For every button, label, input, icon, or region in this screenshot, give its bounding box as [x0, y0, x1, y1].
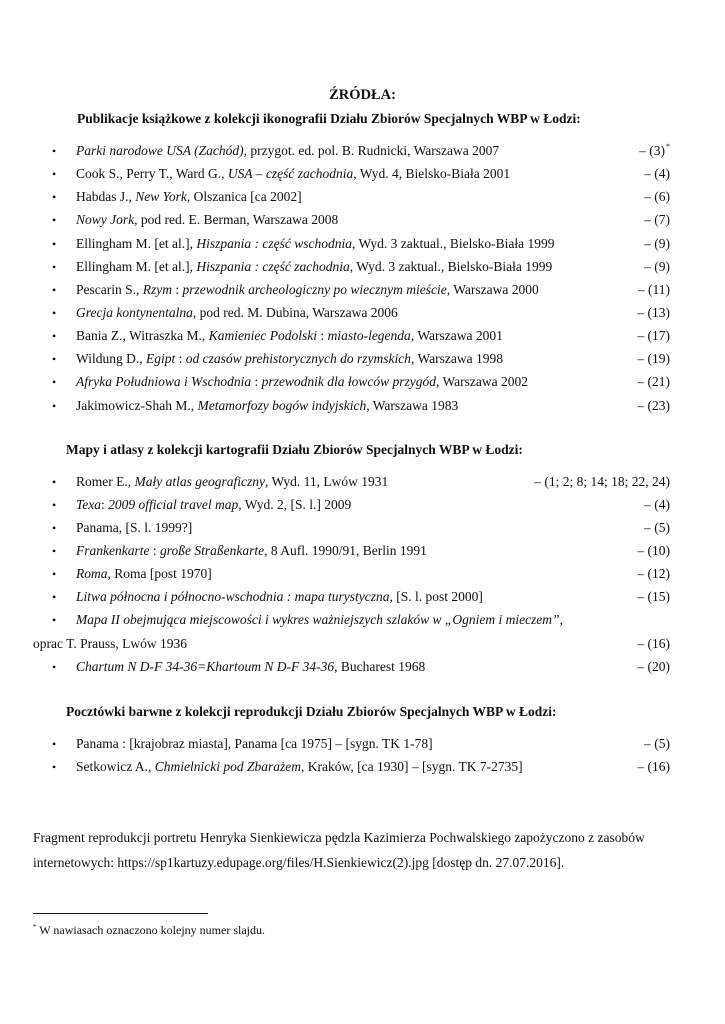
list-item — [52, 757, 670, 777]
slide-ref: – (21) — [637, 374, 670, 389]
slide-ref: – (16) — [637, 759, 670, 774]
list-item — [52, 303, 670, 323]
item-text: Setkowicz A., Chmielnicki pod Zbarażem, Kraków, [ca 1930] – [sygn. TK 7-2735] — [76, 759, 523, 774]
bullet-icon: • — [52, 144, 57, 158]
slide-ref: – (17) — [637, 328, 670, 343]
list-item — [52, 734, 670, 754]
list-item — [52, 610, 670, 630]
bullet-icon: • — [52, 167, 57, 181]
item-text: Frankenkarte : große Straßenkarte, 8 Aufl. 1990/91, Berlin 1991 — [76, 543, 427, 558]
bullet-icon: • — [52, 306, 57, 320]
item-text: Parki narodowe USA (Zachód), przygot. ed. pol. B. Rudnicki, Warszawa 2007 — [76, 143, 500, 158]
section-heading-maps: Mapy i atlasy z kolekcji kartografii Działu Zbiorów Specjalnych WBP w Łodzi: — [66, 442, 523, 457]
slide-ref: – (23) — [637, 398, 670, 413]
list-item — [52, 164, 670, 184]
item-text: Afryka Południowa i Wschodnia : przewodnik dla łowców przygód, Warszawa 2002 — [76, 374, 529, 389]
bullet-icon: • — [52, 567, 57, 581]
list-item — [52, 372, 670, 392]
item-text: Roma, Roma [post 1970] — [76, 566, 212, 581]
item-text: Panama, [S. l. 1999?] — [76, 520, 193, 535]
bullet-icon: • — [52, 375, 57, 389]
slide-ref: – (9) — [644, 259, 670, 274]
list-item — [52, 141, 670, 161]
bullet-icon: • — [52, 590, 57, 604]
item-text: Romer E., Mały atlas geograficzny, Wyd. 11, Lwów 1931 — [76, 474, 389, 489]
slide-ref: – (10) — [637, 543, 670, 558]
bullet-icon: • — [52, 760, 57, 774]
list-item — [52, 187, 670, 207]
bullet-icon: • — [52, 660, 57, 674]
footnote-divider — [33, 913, 208, 914]
slide-ref: – (9) — [644, 236, 670, 251]
bullet-icon: • — [52, 283, 57, 297]
slide-ref: – (12) — [637, 566, 670, 581]
slide-ref: – (6) — [644, 189, 670, 204]
slide-ref: – (5) — [644, 736, 670, 751]
slide-ref: – (4) — [644, 166, 670, 181]
item-text: oprac T. Prauss, Lwów 1936 — [33, 636, 187, 651]
list-item — [52, 349, 670, 369]
list-item — [52, 472, 670, 492]
slide-ref: – (15) — [637, 589, 670, 604]
bullet-icon: • — [52, 329, 57, 343]
list-item — [52, 396, 670, 416]
item-text: Pescarin S., Rzym : przewodnik archeologiczny po wiecznym mieście, Warszawa 2000 — [76, 282, 539, 297]
bullet-icon: • — [52, 544, 57, 558]
footnote-mark: * — [33, 923, 37, 931]
list-item — [52, 657, 670, 677]
item-text: Texa: 2009 official travel map, Wyd. 2, [S. l.] 2009 — [76, 497, 352, 512]
page-title: ŹRÓDŁA: — [329, 87, 396, 103]
slide-ref: – (5) — [644, 520, 670, 535]
item-text: Panama : [krajobraz miasta], Panama [ca 1975] – [sygn. TK 1-78] — [76, 736, 433, 751]
list-item-continuation — [33, 634, 670, 654]
list-item — [52, 280, 670, 300]
item-text: Habdas J., New York, Olszanica [ca 2002] — [76, 189, 302, 204]
list-item — [52, 234, 670, 254]
bullet-icon: • — [52, 352, 57, 366]
slide-ref: – (16) — [637, 636, 670, 651]
slide-ref: – (4) — [644, 497, 670, 512]
list-item — [52, 587, 670, 607]
list-item — [52, 564, 670, 584]
item-text: Jakimowicz-Shah M., Metamorfozy bogów indyjskich, Warszawa 1983 — [76, 398, 459, 413]
footnote-mark: * — [666, 142, 670, 151]
bullet-icon: • — [52, 737, 57, 751]
bullet-icon: • — [52, 190, 57, 204]
bullet-icon: • — [52, 237, 57, 251]
item-text: Bania Z., Witraszka M., Kamieniec Podolski : miasto-legenda, Warszawa 2001 — [76, 328, 503, 343]
slide-ref: – (3)* — [639, 142, 670, 158]
section-heading-books: Publikacje książkowe z kolekcji ikonografii Działu Zbiorów Specjalnych WBP w Łodzi: — [77, 111, 581, 126]
item-text: Cook S., Perry T., Ward G., USA – część zachodnia, Wyd. 4, Bielsko-Biała 2001 — [76, 166, 511, 181]
item-text: Chartum N D-F 34-36=Khartoum N D-F 34-36, Bucharest 1968 — [76, 659, 426, 674]
bullet-icon: • — [52, 521, 57, 535]
slide-ref: – (11) — [637, 282, 670, 297]
item-text: Litwa północna i północno-wschodnia : mapa turystyczna, [S. l. post 2000] — [76, 589, 483, 604]
list-item — [52, 495, 670, 515]
bullet-icon: • — [52, 213, 57, 227]
item-text: Ellingham M. [et al.], Hiszpania : część wschodnia, Wyd. 3 zaktual., Bielsko-Biała 1999 — [76, 236, 555, 251]
item-text: Mapa II obejmująca miejscowości i wykres ważniejszych szlaków w „Ogniem i mieczem”, — [76, 612, 563, 627]
list-item — [52, 210, 670, 230]
slide-ref: – (7) — [644, 212, 670, 227]
bullet-icon: • — [52, 498, 57, 512]
bullet-icon: • — [52, 399, 57, 413]
slide-ref: – (19) — [637, 351, 670, 366]
slide-ref: – (1; 2; 8; 14; 18; 22, 24) — [534, 474, 670, 489]
item-text: Ellingham M. [et al.], Hiszpania : część zachodnia, Wyd. 3 zaktual., Bielsko-Biała 1999 — [76, 259, 553, 274]
footnote: * W nawiasach oznaczono kolejny numer slajdu. — [33, 923, 265, 937]
item-text: Nowy Jork, pod red. E. Berman, Warszawa 2008 — [76, 212, 339, 227]
bullet-icon: • — [52, 613, 57, 627]
source-note: Fragment reprodukcji portretu Henryka Sienkiewicza pędzla Kazimierza Pochwalskiego zapożyczono z zasobów internetowych: https://sp1kartuzy.edupage.org/files/H.Sienkiewicz(2).jpg [dostęp dn. 27.07.2016]. — [33, 830, 645, 870]
bullet-icon: • — [52, 475, 57, 489]
slide-ref: – (20) — [637, 659, 670, 674]
list-item — [52, 541, 670, 561]
bullet-icon: • — [52, 260, 57, 274]
item-text: Wildung D., Egipt : od czasów prehistorycznych do rzymskich, Warszawa 1998 — [76, 351, 503, 366]
list-item — [52, 518, 670, 538]
list-item — [52, 257, 670, 277]
section-heading-postcards: Pocztówki barwne z kolekcji reprodukcji Działu Zbiorów Specjalnych WBP w Łodzi: — [66, 704, 557, 719]
item-text: Grecja kontynentalna, pod red. M. Dubina, Warszawa 2006 — [76, 305, 398, 320]
list-item — [52, 326, 670, 346]
slide-ref: – (13) — [637, 305, 670, 320]
